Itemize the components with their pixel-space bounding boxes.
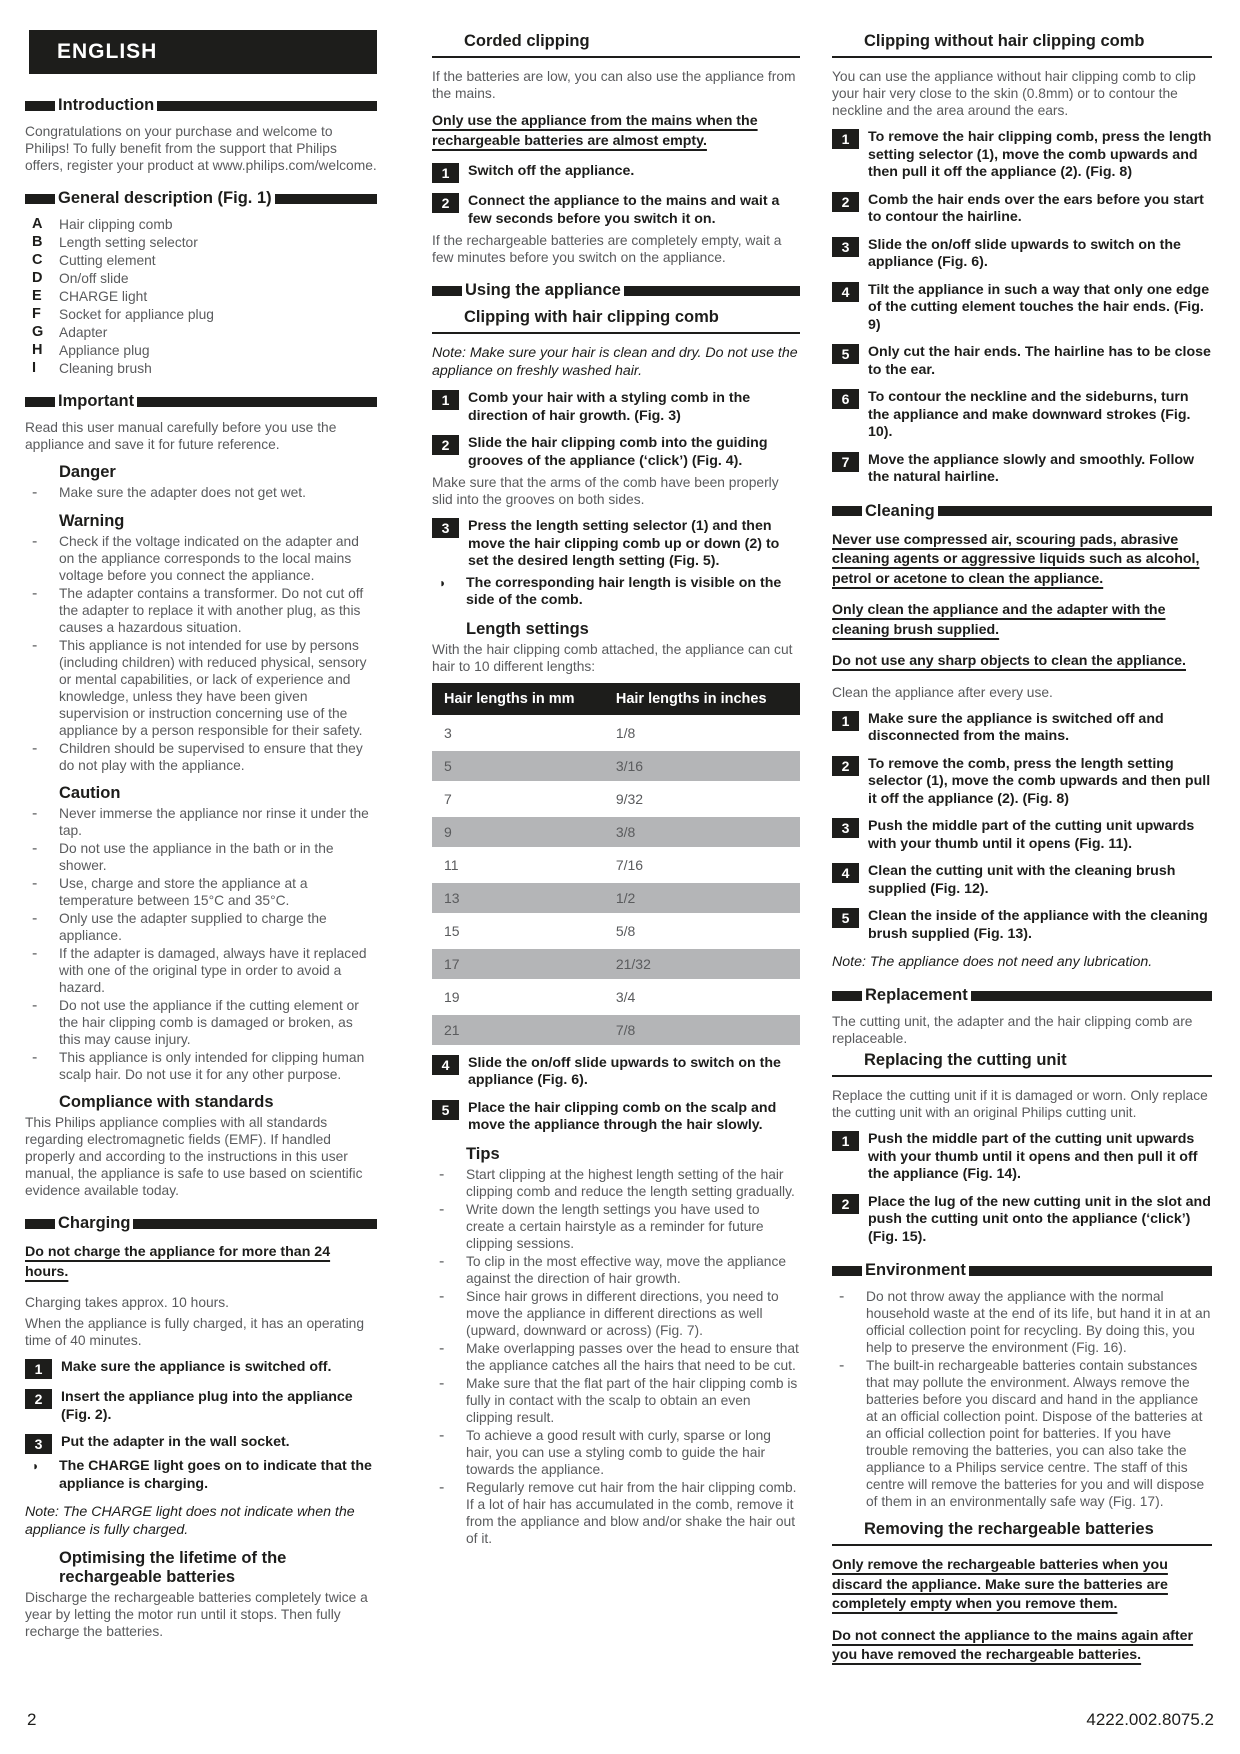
heading-removing-batteries: Removing the rechargeable batteries — [832, 1520, 1212, 1546]
step-number-badge: 2 — [25, 1389, 52, 1409]
numbered-step — [832, 192, 1212, 227]
table-row — [432, 815, 800, 848]
header-bar-left — [25, 194, 55, 204]
numbered-step — [432, 1055, 800, 1090]
cell-inches: 1/8 — [604, 716, 800, 749]
bullet-text: - Since hair grows in different directions, you need to move the appliance in different directions as well (upward, downward or across) (Fig. 7). — [466, 1288, 779, 1338]
section-header-environment — [832, 1261, 1212, 1280]
bullet-list — [432, 1166, 800, 1547]
numbered-step — [832, 1194, 1212, 1247]
table-row — [432, 782, 800, 815]
numbered-step — [832, 818, 1212, 853]
part-label: Appliance plug — [59, 343, 150, 358]
cell-mm: 15 — [432, 914, 604, 947]
step-number-badge: 7 — [832, 452, 859, 472]
section-title: Important — [58, 392, 135, 410]
header-bar-left — [432, 286, 462, 296]
numbered-step — [832, 237, 1212, 272]
body-paragraph: Clean the appliance after every use. — [832, 684, 1053, 700]
bullet-text: - Make sure the adapter does not get wet. — [59, 485, 306, 500]
result-line — [432, 575, 800, 610]
bullet-text: - Children should be supervised to ensure that they do not play with the appliance. — [59, 741, 363, 773]
step-text: Tilt the appliance in such a way that only one edge of the cutting element touches the hair ends. (Fig. 9) — [868, 281, 1210, 333]
body-paragraph: This Philips appliance complies with all standards regarding electromagnetic fields (EMF). If handled properly and according to the instructions in this user manual, the appliance is safe to use based on scientific evidence available today. — [25, 1115, 363, 1198]
heading-clipping-without-comb: Clipping without hair clipping comb — [832, 32, 1212, 58]
numbered-step — [832, 863, 1212, 898]
cell-mm: 9 — [432, 815, 604, 848]
bullet-item — [25, 910, 377, 944]
step-number-badge: 3 — [832, 818, 859, 838]
step-text: Switch off the appliance. — [468, 163, 635, 179]
bullet-item — [25, 805, 377, 839]
step-number-badge: 4 — [832, 282, 859, 302]
body-paragraph: Discharge the rechargeable batteries completely twice a year by letting the motor run until it stops. Then fully recharge the batteries. — [25, 1590, 368, 1639]
bullet-list — [25, 805, 377, 1083]
bullet-text: - To achieve a good result with curly, sparse or long hair, you can use a styling comb to guide the hair towards the appliance. — [466, 1427, 771, 1477]
header-bar-right — [969, 1266, 1212, 1276]
step-number-badge: 3 — [25, 1434, 52, 1454]
step-number-badge: 2 — [832, 1194, 859, 1214]
list-item — [25, 234, 377, 251]
header-bar-left — [25, 101, 55, 111]
step-text: Put the adapter in the wall socket. — [61, 1434, 290, 1450]
step-number-badge: 2 — [832, 192, 859, 212]
header-bar-right — [971, 991, 1212, 1001]
body-paragraph: When the appliance is fully charged, it has an operating time of 40 minutes. — [25, 1316, 365, 1348]
cell-mm: 19 — [432, 980, 604, 1013]
step-number-badge: 1 — [832, 1131, 859, 1151]
part-letter: A — [32, 216, 43, 232]
cell-inches: 1/2 — [604, 881, 800, 914]
body-paragraph: With the hair clipping comb attached, the appliance can cut hair to 10 different lengths: — [432, 641, 793, 674]
bullet-item — [25, 840, 377, 874]
body-paragraph: Replace the cutting unit if it is damaged or worn. Only replace the cutting unit with an original Philips cutting unit. — [832, 1088, 1208, 1120]
section-header-important — [25, 392, 377, 411]
step-number-badge: 3 — [432, 518, 459, 538]
note-paragraph: Note: Make sure your hair is clean and dry. Do not use the appliance on freshly washed hair. — [432, 345, 798, 379]
numbered-step — [432, 163, 800, 183]
part-letter: H — [32, 342, 43, 358]
bullet-text: - Only use the adapter supplied to charge the appliance. — [59, 911, 327, 943]
section-title: Introduction — [58, 96, 155, 114]
step-text: Place the lug of the new cutting unit in the slot and push the cutting unit onto the appliance (‘click’) (Fig. 15). — [868, 1193, 1211, 1245]
cell-inches: 7/16 — [604, 848, 800, 881]
body-paragraph: The cutting unit, the adapter and the hair clipping comb are replaceable. — [832, 1014, 1193, 1046]
part-letter: F — [32, 306, 41, 322]
step-text: Press the length setting selector (1) and then move the hair clipping comb up or down (2) to set the desired length setting (Fig. 5). — [468, 518, 780, 569]
numbered-step — [832, 1131, 1212, 1184]
step-text: Place the hair clipping comb on the scalp and move the appliance through the hair slowly. — [468, 1099, 777, 1133]
table-row — [432, 881, 800, 914]
part-label: Hair clipping comb — [59, 217, 173, 232]
section-title: Environment — [865, 1261, 966, 1279]
bullet-text: - Do not use the appliance if the cutting element or the hair clipping comb is damaged or broken, as this may cause injury. — [59, 998, 359, 1047]
section-header-replacement — [832, 986, 1212, 1005]
heading-replacing-cutting-unit: Replacing the cutting unit — [832, 1051, 1212, 1077]
step-number-badge: 5 — [832, 344, 859, 364]
step-text: To contour the neckline and the sideburns, turn the appliance and make downward strokes (Fig. 10). — [868, 389, 1191, 440]
list-item — [25, 288, 377, 305]
header-bar-left — [25, 397, 55, 407]
step-text: Only cut the hair ends. The hairline has to be close to the ear. — [868, 344, 1211, 378]
column-left — [25, 30, 377, 1644]
numbered-step — [432, 193, 800, 228]
numbered-step — [432, 1100, 800, 1135]
step-text: Push the middle part of the cutting unit upwards with your thumb until it opens and then pull it off the appliance (Fig. 14). — [868, 1131, 1198, 1182]
bullet-item — [25, 1049, 377, 1083]
subheading-compliance: Compliance with standards — [59, 1093, 274, 1111]
body-paragraph: Read this user manual carefully before you use the appliance and save it for future reference. — [25, 420, 337, 452]
column-right — [832, 30, 1212, 1678]
bullet-text: - The adapter contains a transformer. Do not cut off the adapter to replace it with another plug, as this causes a hazardous situation. — [59, 586, 364, 635]
warning-paragraph: Only clean the appliance and the adapter with the cleaning brush supplied. — [832, 602, 1166, 638]
document-code: 4222.002.8075.2 — [1086, 1710, 1214, 1729]
bullet-list — [25, 484, 377, 502]
parts-list — [25, 216, 377, 377]
bullet-text: - Check if the voltage indicated on the adapter and on the appliance corresponds to the local mains voltage before you connect the appliance. — [59, 534, 359, 583]
step-text: Move the appliance slowly and smoothly. Follow the natural hairline. — [868, 451, 1195, 485]
subheading-length-settings: Length settings — [466, 619, 589, 638]
part-letter: G — [32, 324, 44, 340]
section-title: Using the appliance — [465, 281, 621, 299]
bullet-item — [25, 875, 377, 909]
table-header-row — [432, 683, 800, 717]
section-title: General description (Fig. 1) — [58, 189, 272, 207]
step-text: Slide the on/off slide upwards to switch on the appliance (Fig. 6). — [468, 1054, 781, 1088]
bullet-text: - Never immerse the appliance nor rinse it under the tap. — [59, 806, 369, 838]
bullet-text: - This appliance is only intended for clipping human scalp hair. Do not use it for any other purpose. — [59, 1050, 365, 1082]
section-header-introduction — [25, 96, 377, 115]
bullet-list — [25, 533, 377, 774]
result-line — [25, 1458, 377, 1493]
part-label: Length setting selector — [59, 235, 198, 250]
header-bar-right — [133, 1219, 377, 1229]
numbered-step — [432, 518, 800, 571]
table-row — [432, 980, 800, 1013]
bullet-text: - Do not throw away the appliance with the normal household waste at the end of its life, but hand it in at an official collection point for recycling. By doing this, you help to preserve the environment (Fig. 16). — [866, 1289, 1211, 1355]
bullet-text: - The built-in rechargeable batteries contain substances that may pollute the environment. Always remove the batteries before you discard and hand in the appliance at an official collection point. Dispose of the batteries at an official collection point for batteries. If you have trouble removing the batteries, you can also take the appliance to a Philips service centre. The staff of this centre will remove the batteries for you and will dispose of them in an environmentally safe way (Fig. 17). — [866, 1358, 1205, 1509]
table-row — [432, 1013, 800, 1045]
subheading-tips: Tips — [466, 1144, 500, 1163]
body-paragraph: Charging takes approx. 10 hours. — [25, 1295, 230, 1310]
bullet-text: - Write down the length settings you have used to create a certain hairstyle as a reminder for future clipping sessions. — [466, 1201, 764, 1251]
header-bar-right — [137, 397, 377, 407]
section-title: Replacement — [865, 986, 968, 1004]
part-label: Adapter — [59, 325, 108, 340]
header-bar-left — [832, 506, 862, 516]
step-text: To remove the comb, press the length setting selector (1), move the comb upwards and then pull it off the appliance (2). (Fig. 8) — [868, 755, 1211, 807]
step-text: Push the middle part of the cutting unit upwards with your thumb until it opens (Fig. 11). — [868, 818, 1195, 852]
numbered-step — [25, 1434, 377, 1454]
step-text: Comb the hair ends over the ears before you start to contour the hairline. — [868, 191, 1204, 225]
bullet-item — [432, 1375, 800, 1426]
step-number-badge: 3 — [832, 237, 859, 257]
note-paragraph: Note: The CHARGE light does not indicate when the appliance is fully charged. — [25, 1504, 355, 1538]
numbered-step — [832, 344, 1212, 379]
result-text: The CHARGE light goes on to indicate that the appliance is charging. — [59, 1458, 372, 1492]
table-row — [432, 848, 800, 881]
warning-paragraph: Only remove the rechargeable batteries when you discard the appliance. Make sure the batteries are completely empty when you remove them. — [832, 1557, 1168, 1612]
page-number: 2 — [27, 1710, 37, 1729]
step-text: Comb your hair with a styling comb in the direction of hair growth. (Fig. 3) — [468, 390, 751, 424]
cell-mm: 5 — [432, 749, 604, 782]
section-header-charging — [25, 1214, 377, 1233]
part-letter: C — [32, 252, 43, 268]
part-letter: D — [32, 270, 43, 286]
numbered-step — [25, 1359, 377, 1379]
list-item — [25, 306, 377, 323]
bullet-item — [832, 1357, 1212, 1510]
bullet-text: - To clip in the most effective way, move the appliance against the direction of hair growth. — [466, 1253, 787, 1286]
part-label: Cutting element — [59, 253, 156, 268]
step-text: Connect the appliance to the mains and wait a few seconds before you switch it on. — [468, 193, 780, 227]
step-number-badge: 4 — [432, 1055, 459, 1075]
bullet-item — [25, 533, 377, 584]
step-number-badge: 2 — [432, 435, 459, 455]
bullet-text: - Make sure that the flat part of the hair clipping comb is fully in contact with the scalp to obtain an even clipping result. — [466, 1375, 798, 1425]
bullet-text: - Make overlapping passes over the head to ensure that the appliance catches all the hairs that need to be cut. — [466, 1340, 799, 1373]
numbered-step — [432, 435, 800, 470]
header-bar-left — [832, 1266, 862, 1276]
warning-paragraph: Do not use any sharp objects to clean the appliance. — [832, 653, 1186, 669]
subheading-danger: Danger — [59, 463, 116, 481]
warning-paragraph: Never use compressed air, scouring pads, abrasive cleaning agents or aggressive liquids such as alcohol, petrol or acetone to clean the appliance. — [832, 531, 1200, 587]
column-header-inches: Hair lengths in inches — [604, 683, 800, 717]
part-letter: B — [32, 234, 43, 250]
bullet-item — [432, 1288, 800, 1339]
step-text: Clean the inside of the appliance with the cleaning brush supplied (Fig. 13). — [868, 908, 1208, 942]
list-item — [25, 342, 377, 359]
list-item — [25, 324, 377, 341]
warning-paragraph: Only use the appliance from the mains when the rechargeable batteries are almost empty. — [432, 113, 758, 149]
part-label: Socket for appliance plug — [59, 307, 214, 322]
cell-inches: 9/32 — [604, 782, 800, 815]
numbered-step — [25, 1389, 377, 1424]
header-bar-left — [25, 1219, 55, 1229]
header-bar-right — [938, 506, 1212, 516]
body-paragraph: Congratulations on your purchase and welcome to Philips! To fully benefit from the support that Philips offers, register your product at www.philips.com/welcome. — [25, 124, 377, 173]
section-header-using-the-appliance — [432, 281, 800, 300]
bullet-item — [25, 740, 377, 774]
step-text: Slide the hair clipping comb into the guiding grooves of the appliance (‘click’) (Fig. 4). — [468, 435, 768, 469]
bullet-item — [25, 997, 377, 1048]
numbered-step — [432, 390, 800, 425]
warning-paragraph: Do not connect the appliance to the mains again after you have removed the rechargeable batteries. — [832, 1627, 1194, 1663]
numbered-step — [832, 452, 1212, 487]
bullet-item — [432, 1201, 800, 1252]
list-item — [25, 252, 377, 269]
cell-inches: 5/8 — [604, 914, 800, 947]
cell-mm: 11 — [432, 848, 604, 881]
result-arrow-icon: ◗ — [439, 575, 447, 590]
cell-inches: 3/4 — [604, 980, 800, 1013]
table-row — [432, 749, 800, 782]
cell-mm: 17 — [432, 947, 604, 980]
step-text: Slide the on/off slide upwards to switch on the appliance (Fig. 6). — [868, 236, 1181, 270]
step-number-badge: 6 — [832, 389, 859, 409]
step-text: Make sure the appliance is switched off. — [61, 1359, 332, 1375]
result-arrow-icon: ◗ — [32, 1459, 40, 1473]
bullet-list — [832, 1288, 1212, 1510]
body-paragraph: You can use the appliance without hair clipping comb to clip your hair very close to the skin (0.8mm) or to contour the neckline and the area around the ears. — [832, 69, 1196, 118]
bullet-item — [832, 1288, 1212, 1356]
cell-inches: 3/16 — [604, 749, 800, 782]
table-row — [432, 914, 800, 947]
step-text: To remove the hair clipping comb, press the length setting selector (1), move the comb upwards and then pull it off the appliance (2). (Fig. 8) — [868, 129, 1212, 180]
body-paragraph: If the rechargeable batteries are completely empty, wait a few minutes before you switch on the appliance. — [432, 233, 782, 265]
table-row — [432, 716, 800, 749]
part-letter: E — [32, 288, 42, 304]
result-text: The corresponding hair length is visible on the side of the comb. — [466, 574, 782, 608]
cell-inches: 7/8 — [604, 1013, 800, 1045]
part-label: On/off slide — [59, 271, 129, 286]
body-paragraph: If the batteries are low, you can also use the appliance from the mains. — [432, 69, 796, 101]
warning-paragraph: Do not charge the appliance for more than 24 hours. — [25, 1244, 331, 1280]
step-number-badge: 1 — [432, 163, 459, 183]
step-number-badge: 2 — [832, 756, 859, 776]
bullet-item — [432, 1479, 800, 1547]
step-number-badge: 4 — [832, 863, 859, 883]
numbered-step — [832, 389, 1212, 442]
body-paragraph: Make sure that the arms of the comb have been properly slid into the grooves on both sides. — [432, 475, 779, 507]
step-text: Clean the cutting unit with the cleaning brush supplied (Fig. 12). — [868, 863, 1176, 897]
language-banner: ENGLISH — [29, 30, 377, 74]
table-row — [432, 947, 800, 980]
header-bar-right — [157, 101, 377, 111]
list-item — [25, 270, 377, 287]
cell-mm: 7 — [432, 782, 604, 815]
cell-mm: 13 — [432, 881, 604, 914]
numbered-step — [832, 908, 1212, 943]
note-paragraph: Note: The appliance does not need any lubrication. — [832, 954, 1153, 970]
section-header-general-description — [25, 189, 377, 208]
numbered-step — [832, 282, 1212, 335]
heading-clipping-with-comb: Clipping with hair clipping comb — [432, 308, 800, 334]
bullet-text: - Use, charge and store the appliance at a temperature between 15°C and 35°C. — [59, 876, 308, 908]
bullet-item — [25, 585, 377, 636]
subheading-optimising: Optimising the lifetime of the rechargeable batteries — [59, 1549, 287, 1586]
bullet-text: - Do not use the appliance in the bath or in the shower. — [59, 841, 334, 873]
bullet-item — [432, 1166, 800, 1200]
step-number-badge: 2 — [432, 193, 459, 213]
step-text: Make sure the appliance is switched off and disconnected from the mains. — [868, 710, 1164, 744]
column-header-mm: Hair lengths in mm — [432, 683, 604, 717]
part-label: CHARGE light — [59, 289, 148, 304]
list-item — [25, 360, 377, 377]
bullet-text: - If the adapter is damaged, always have it replaced with one of the original type in order to avoid a hazard. — [59, 946, 367, 995]
cell-mm: 21 — [432, 1013, 604, 1045]
step-number-badge: 1 — [832, 129, 859, 149]
list-item — [25, 216, 377, 233]
bullet-item — [25, 945, 377, 996]
step-number-badge: 1 — [25, 1359, 52, 1379]
part-letter: I — [32, 360, 37, 376]
subheading-warning: Warning — [59, 512, 125, 530]
column-middle — [432, 30, 800, 1548]
cell-inches: 3/8 — [604, 815, 800, 848]
section-title: Cleaning — [865, 501, 935, 520]
step-number-badge: 5 — [432, 1100, 459, 1120]
heading-corded-clipping: Corded clipping — [432, 32, 800, 58]
bullet-item — [432, 1253, 800, 1287]
cell-inches: 21/32 — [604, 947, 800, 980]
numbered-step — [832, 756, 1212, 809]
section-title: Charging — [58, 1214, 131, 1232]
header-bar-left — [832, 991, 862, 1001]
header-bar-right — [624, 286, 800, 296]
part-label: Cleaning brush — [59, 361, 152, 376]
section-header-cleaning — [832, 502, 1212, 521]
bullet-text: - Regularly remove cut hair from the hair clipping comb. If a lot of hair has accumulated in the comb, remove it from the appliance and blow and/or shake the hair out of it. — [466, 1479, 797, 1546]
step-number-badge: 1 — [832, 711, 859, 731]
step-text: Insert the appliance plug into the appliance (Fig. 2). — [61, 1389, 353, 1423]
bullet-item — [25, 484, 377, 502]
length-settings-table — [432, 683, 800, 1045]
bullet-item — [432, 1340, 800, 1374]
bullet-item — [432, 1427, 800, 1478]
step-number-badge: 5 — [832, 908, 859, 928]
numbered-step — [832, 129, 1212, 182]
bullet-text: - Start clipping at the highest length setting of the hair clipping comb and reduce the length setting gradually. — [466, 1166, 795, 1199]
numbered-step — [832, 711, 1212, 746]
header-bar-right — [275, 194, 377, 204]
bullet-item — [25, 637, 377, 739]
bullet-text: - This appliance is not intended for use by persons (including children) with reduced physical, sensory or mental capabilities, or lack of experience and knowledge, unless they have been given supervision or instruction concerning use of the appliance by a person responsible for their safety. — [59, 638, 367, 738]
cell-mm: 3 — [432, 716, 604, 749]
step-number-badge: 1 — [432, 390, 459, 410]
subheading-caution: Caution — [59, 784, 121, 802]
